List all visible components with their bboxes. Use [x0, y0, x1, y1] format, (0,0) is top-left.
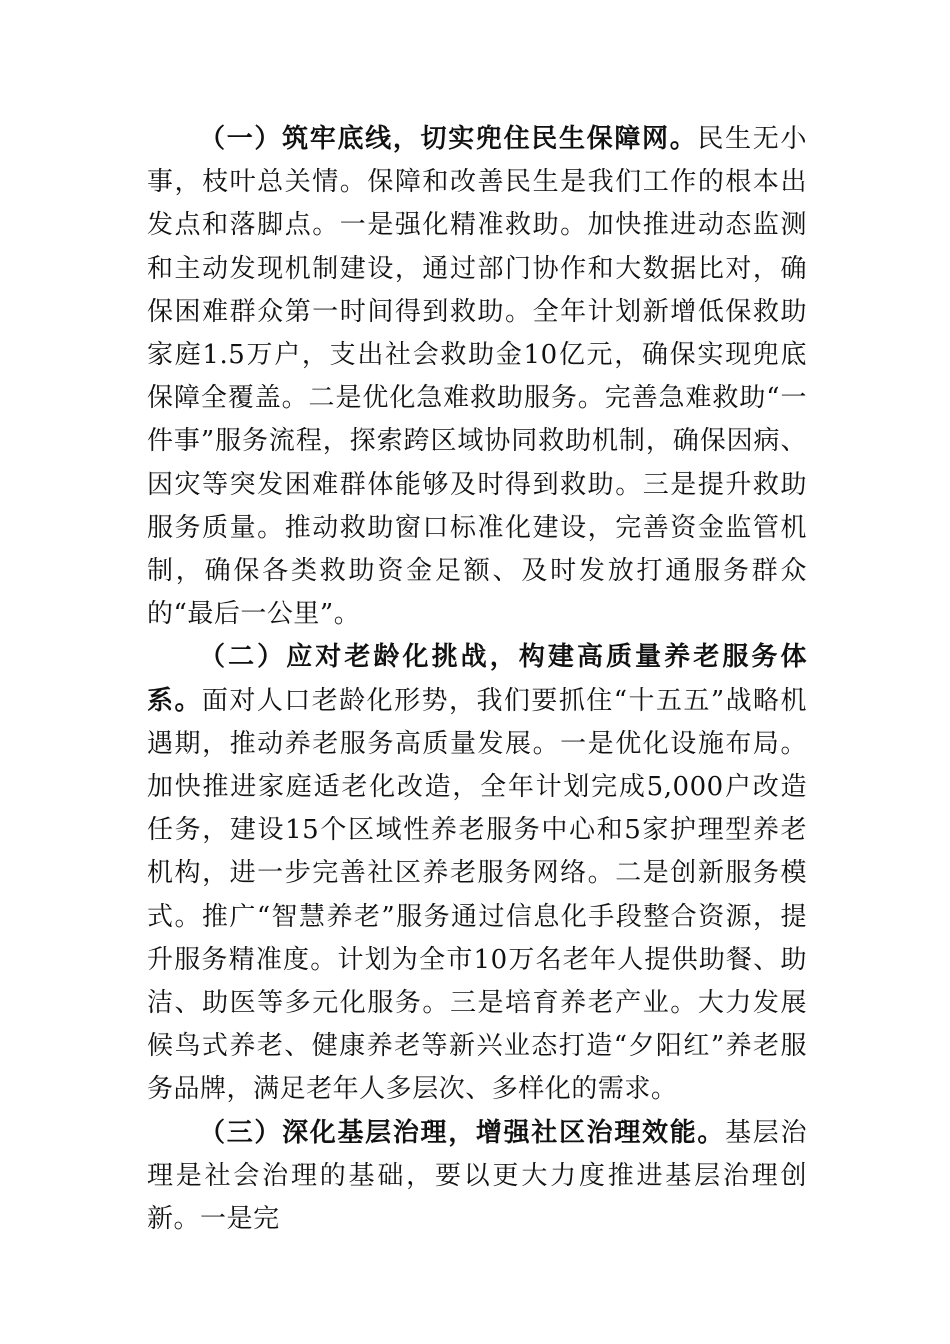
section-2-body: 面对人口老龄化形势，我们要抓住“十五五”战略机遇期，推动养老服务高质量发展。一是优化设施布局。加快推进家庭适老化改造，全年计划完成5,000户改造任务，建设15个区域性养老服务中心和5家护理型养老机构，进一步完善社区养老服务网络。二是创新服务模式。推广“智慧养老”服务通过信息化手段整合资源，提升服务精准度。计划为全市10万名老年人提供助餐、助洁、助医等多元化服务。三是培育养老产业。大力发展候鸟式养老、健康养老等新兴业态打造“夕阳红”养老服务品牌，满足老年人多层次、多样化的需求。	[147, 685, 808, 1105]
section-1-paragraph	[147, 118, 807, 636]
document-body	[147, 118, 807, 1241]
section-2-paragraph	[147, 636, 807, 1111]
section-2-heading: （二）应对老龄化挑战，构建高质量养老服务体系。	[147, 642, 807, 716]
section-3-paragraph	[147, 1112, 807, 1242]
section-1-heading: （一）筑牢底线，切实兜住民生保障网。	[199, 124, 698, 154]
section-3-body: 基层治理是社会治理的基础，要以更大力度推进基层治理创新。一是完	[147, 1117, 807, 1235]
section-3-heading: （三）深化基层治理，增强社区治理效能。	[199, 1117, 726, 1148]
section-1-body: 民生无小事，枝叶总关情。保障和改善民生是我们工作的根本出发点和落脚点。一是强化精准救助。加快推进动态监测和主动发现机制建设，通过部门协作和大数据比对，确保困难群众第一时间得到救助。全年计划新增低保救助家庭1.5万户，支出社会救助金10亿元，确保实现兜底保障全覆盖。二是优化急难救助服务。完善急难救助“一件事”服务流程，探索跨区域协同救助机制，确保因病、因灾等突发困难群体能够及时得到救助。三是提升救助服务质量。推动救助窗口标准化建设，完善资金监管机制，确保各类救助资金足额、及时发放打通服务群众的“最后一公里”。	[147, 124, 807, 630]
